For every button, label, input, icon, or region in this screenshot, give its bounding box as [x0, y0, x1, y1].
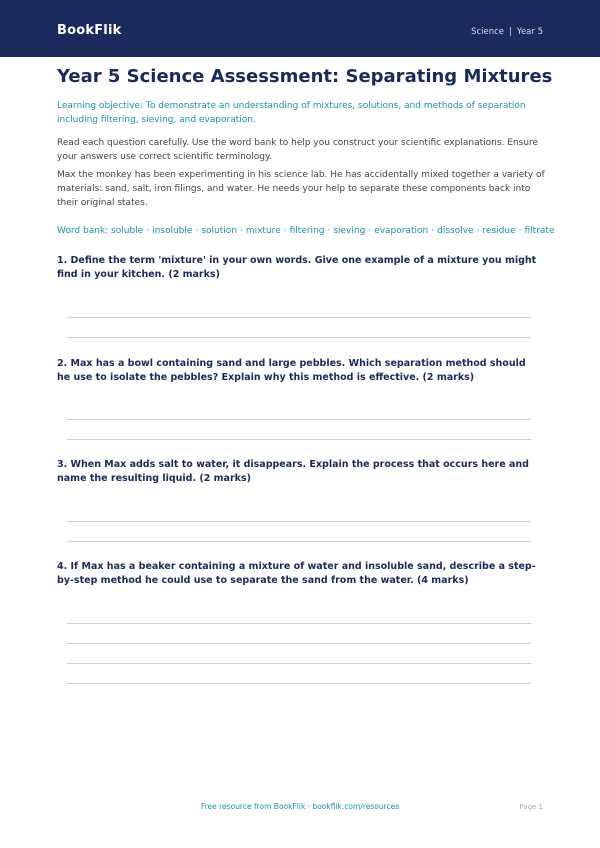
- word-bank-dot: ·: [431, 226, 435, 236]
- word-bank-word: filtering: [289, 226, 325, 236]
- header-meta: [471, 27, 543, 37]
- word-bank-word: mixture: [245, 226, 281, 236]
- answer-line[interactable]: [67, 439, 531, 440]
- word-bank-word: sieving: [333, 226, 366, 236]
- question-1: 1. Define the term 'mixture' in your own words. Give one example of a mixture you might find in your kitchen. (2 marks): [57, 255, 537, 280]
- page-number: Page 1: [519, 803, 543, 811]
- answer-line[interactable]: [67, 521, 531, 522]
- learning-objective: Learning objective: To demonstrate an understanding of mixtures, solutions, and methods of separation including filtering, sieving, and evaporation.: [57, 101, 526, 125]
- answer-line[interactable]: [67, 317, 531, 318]
- word-bank-label: Word bank:: [57, 226, 109, 236]
- word-bank-word: evaporation: [374, 226, 429, 236]
- word-bank-word: soluble: [111, 226, 144, 236]
- word-bank-dot: ·: [327, 226, 331, 236]
- word-bank-dot: ·: [368, 226, 372, 236]
- word-bank-word: residue: [482, 226, 516, 236]
- answer-line[interactable]: [67, 623, 531, 624]
- word-bank-word: solution: [201, 226, 237, 236]
- brand-logo[interactable]: BookFlik: [57, 23, 122, 38]
- page-title: Year 5 Science Assessment: Separating Mixtures: [57, 66, 553, 87]
- word-bank-dot: ·: [195, 226, 199, 236]
- word-bank-dot: ·: [518, 226, 522, 236]
- answer-line[interactable]: [67, 663, 531, 664]
- scenario-text: Max the monkey has been experimenting in his science lab. He has accidentally mixed together a variety of materials: sand, salt, iron filings, and water. He needs your help to separate these components back into their original states.: [57, 170, 545, 208]
- word-bank-word: dissolve: [437, 226, 474, 236]
- instructions-text: Read each question carefully. Use the word bank to help you construct your scientific explanations. Ensure your answers use correct scientific terminology.: [57, 138, 539, 162]
- page-header: [0, 0, 600, 57]
- answer-line[interactable]: [67, 541, 531, 542]
- meta-separator: |: [509, 27, 512, 37]
- word-bank-word: insoluble: [152, 226, 193, 236]
- answer-line[interactable]: [67, 337, 531, 338]
- question-4: 4. If Max has a beaker containing a mixture of water and insoluble sand, describe a step-by-step method he could use to separate the sand from the water. (4 marks): [57, 561, 536, 586]
- year-label: Year 5: [516, 27, 543, 37]
- footer-resource-link[interactable]: Free resource from BookFlik · bookflik.com/resources: [200, 802, 400, 811]
- word-bank-dot: ·: [476, 226, 480, 236]
- word-bank-dot: ·: [239, 226, 243, 236]
- word-bank-dot: ·: [146, 226, 150, 236]
- answer-line[interactable]: [67, 419, 531, 420]
- answer-line[interactable]: [67, 643, 531, 644]
- question-3: 3. When Max adds salt to water, it disappears. Explain the process that occurs here and name the resulting liquid. (2 marks): [57, 459, 529, 484]
- word-bank-dot: ·: [283, 226, 287, 236]
- answer-line[interactable]: [67, 683, 531, 684]
- question-2: 2. Max has a bowl containing sand and large pebbles. Which separation method should he use to isolate the pebbles? Explain why this method is effective. (2 marks): [57, 358, 526, 383]
- subject-label: Science: [471, 27, 505, 37]
- word-bank: [57, 224, 555, 238]
- word-bank-word: filtrate: [524, 226, 555, 236]
